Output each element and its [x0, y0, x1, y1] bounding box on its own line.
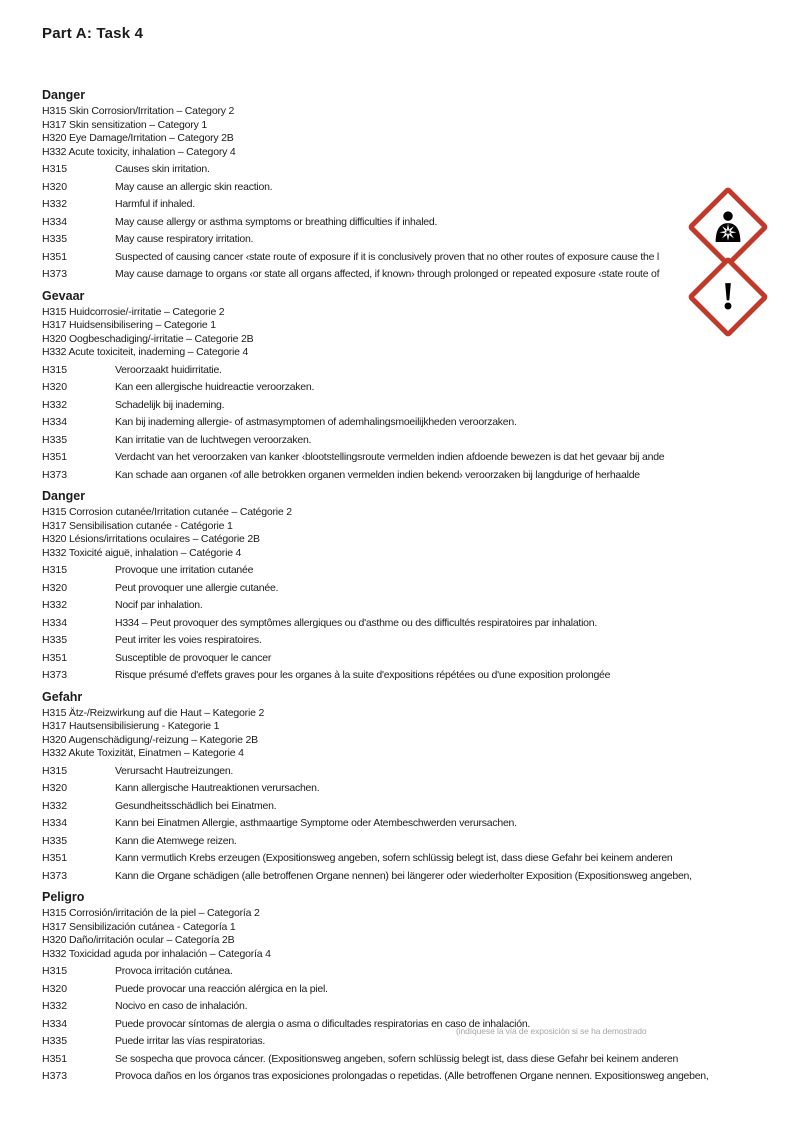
hazard-statement-text: Peut provoquer une allergie cutanée.	[115, 581, 279, 594]
statement-list	[42, 163, 754, 286]
classification-line: H320 Oogbeschadiging/-irritatie – Categorie 2B	[42, 332, 254, 345]
hazard-statement-row	[42, 870, 754, 888]
classification-line: H315 Corrosión/irritación de la piel – Categoría 2	[42, 907, 260, 919]
classification-line: H320 Daño/irritación ocular – Categoría 2B	[42, 934, 235, 946]
hazard-statement-row	[42, 1035, 754, 1053]
hazard-statement-row	[42, 251, 754, 269]
hazard-statement-row	[42, 800, 754, 818]
hazard-statement-text: Susceptible de provoquer le cancer	[115, 651, 272, 664]
hazard-statement-text: Kann allergische Hautreaktionen verursachen.	[115, 782, 320, 794]
hazard-code: H332	[42, 799, 68, 812]
classification-line: H320 Lésions/irritations oculaires – Catégorie 2B	[42, 533, 260, 545]
hazard-statement-text: Causes skin irritation.	[115, 163, 210, 175]
signal-word-heading: Gevaar	[42, 288, 85, 303]
classification-line: H332 Acute toxicity, inhalation – Category 4	[42, 145, 236, 158]
hazard-statement-text: Kan schade aan organen ‹of alle betrokken organen vermelden indien bekend› veroorzaken bij langdurige of herhaalde	[115, 468, 640, 481]
document-content	[42, 0, 754, 1091]
hazard-statement-row	[42, 782, 754, 800]
classification-list	[42, 306, 754, 360]
hazard-statement-text: Nocivo en caso de inhalación.	[115, 1000, 248, 1012]
hazard-code: H315	[42, 764, 68, 777]
classification-line: H332 Toxicidad aguda por inhalación – Categoría 4	[42, 947, 271, 960]
hazard-statement-row	[42, 181, 754, 199]
hazard-statement-row	[42, 852, 754, 870]
hazard-statement-text: Puede provocar una reacción alérgica en la piel.	[115, 982, 328, 995]
classification-line: H317 Skin sensitization – Category 1	[42, 118, 207, 131]
classification-list	[42, 907, 754, 961]
hazard-code: H335	[42, 1035, 68, 1047]
hazard-statement-row	[42, 469, 754, 487]
hazard-code: H320	[42, 581, 68, 594]
classification-line: H315 Skin Corrosion/Irritation – Category 2	[42, 105, 235, 117]
hazard-statement-text: Nocif par inhalation.	[115, 599, 203, 611]
statement-list	[42, 364, 754, 487]
classification-line: H317 Sensibilisation cutanée - Catégorie 1	[42, 519, 233, 532]
hazard-statement-text: Gesundheitsschädlich bei Einatmen.	[115, 799, 277, 812]
hazard-statement-row	[42, 198, 754, 216]
classification-line: H317 Hautsensibilisierung - Kategorie 1	[42, 720, 220, 732]
hazard-statement-text: Kan bij inademing allergie- of astmasymptomen of ademhalingsmoeilijkheden veroorzaken.	[115, 416, 517, 428]
hazard-statement-row	[42, 1018, 754, 1036]
hazard-statement-text: Veroorzaakt huidirritatie.	[115, 363, 222, 376]
hazard-statement-row	[42, 216, 754, 234]
hazard-code: H334	[42, 1017, 68, 1030]
hazard-statement-text: Se sospecha que provoca cáncer. (Expositionsweg angeben, sofern schlüssig belegt ist, dass diese Gefahr bei keinem anderen	[115, 1052, 679, 1065]
hazard-statement-row	[42, 416, 754, 434]
classification-list	[42, 506, 754, 560]
hazard-section-german	[42, 690, 754, 888]
hazard-code: H373	[42, 468, 68, 481]
hazard-code: H320	[42, 782, 68, 794]
classification-line: H332 Akute Toxizität, Einatmen – Kategorie 4	[42, 747, 244, 759]
hazard-statement-text: Kann die Atemwege reizen.	[115, 834, 237, 847]
hazard-statement-row	[42, 1070, 754, 1088]
hazard-code: H315	[42, 564, 68, 576]
hazard-statement-text: Verursacht Hautreizungen.	[115, 764, 234, 777]
hazard-code: H335	[42, 233, 68, 245]
hazard-statement-text: Puede irritar las vías respiratorias.	[115, 1035, 266, 1047]
hazard-statement-text: Schadelijk bij inademing.	[115, 398, 225, 411]
hazard-statement-row	[42, 765, 754, 783]
classification-line: H332 Toxicité aiguë, inhalation – Catégorie 4	[42, 546, 242, 559]
hazard-statement-text: May cause respiratory irritation.	[115, 233, 254, 245]
hazard-statement-text: Kan een allergische huidreactie veroorzaken.	[115, 381, 315, 393]
classification-line: H317 Sensibilización cutánea - Categoría 1	[42, 920, 236, 933]
hazard-code: H320	[42, 982, 68, 995]
hazard-section-french	[42, 489, 754, 687]
hazard-statement-text: May cause damage to organs ‹or state all organs affected, if known› through prolonged or repeated exposure ‹state route of	[115, 268, 660, 280]
hazard-code: H351	[42, 250, 68, 263]
hazard-statement-row	[42, 1053, 754, 1071]
hazard-code: H320	[42, 180, 68, 193]
statement-list	[42, 564, 754, 687]
hazard-statement-text: Kan irritatie van de luchtwegen veroorzaken.	[115, 433, 312, 446]
hazard-section-dutch	[42, 289, 754, 487]
hazard-statement-text: H334 – Peut provoquer des symptômes allergiques ou d'asthme ou des difficultés respiratoires par inhalation.	[115, 616, 598, 629]
hazard-statement-text: Kann vermutlich Krebs erzeugen (Expositionsweg angeben, sofern schlüssig belegt ist, dass diese Gefahr bei keinem anderen	[115, 852, 673, 864]
hazard-statement-row	[42, 599, 754, 617]
hazard-statement-row	[42, 268, 754, 286]
hazard-statement-row	[42, 434, 754, 452]
hazard-statement-row	[42, 364, 754, 382]
hazard-code: H351	[42, 651, 68, 664]
ghs07-symbol	[704, 273, 752, 321]
hazard-statement-text: Puede provocar síntomas de alergia o asma o dificultades respiratorias en caso de inhalación.	[115, 1017, 531, 1030]
signal-word-heading: Danger	[42, 489, 86, 503]
hazard-code: H351	[42, 852, 68, 864]
overlay-text: (indíquese la vía de exposición si se ha demostrado	[456, 1026, 647, 1036]
hazard-section-english	[42, 88, 754, 286]
hazard-statement-row	[42, 1000, 754, 1018]
hazard-code: H335	[42, 634, 68, 646]
signal-word-heading: Gefahr	[42, 689, 83, 704]
hazard-code: H335	[42, 433, 68, 446]
hazard-statement-row	[42, 669, 754, 687]
hazard-code: H334	[42, 817, 68, 829]
hazard-statement-row	[42, 564, 754, 582]
hazard-statement-row	[42, 983, 754, 1001]
hazard-code: H315	[42, 363, 68, 376]
hazard-statement-text: Peut irriter les voies respiratoires.	[115, 634, 262, 646]
hazard-code: H332	[42, 398, 68, 411]
hazard-statement-row	[42, 634, 754, 652]
hazard-code: H334	[42, 416, 68, 428]
classification-line: H315 Ätz-/Reizwirkung auf die Haut – Kategorie 2	[42, 706, 265, 719]
hazard-statement-row	[42, 965, 754, 983]
hazard-code: H373	[42, 268, 68, 280]
page-title: Part A: Task 4	[42, 25, 144, 42]
hazard-statement-text: Kann die Organe schädigen (alle betroffenen Organe nennen) bei längerer oder wiederholter Exposition (Expositionsweg angeben,	[115, 869, 692, 882]
hazard-code: H334	[42, 215, 68, 228]
statement-list	[42, 765, 754, 888]
hazard-statement-text: Provoque une irritation cutanée	[115, 564, 254, 576]
hazard-statement-row	[42, 582, 754, 600]
hazard-code: H335	[42, 834, 68, 847]
classification-line: H320 Augenschädigung/-reizung – Kategorie 2B	[42, 733, 258, 746]
signal-word-heading: Danger	[42, 88, 86, 102]
classification-line: H332 Acute toxiciteit, inademing – Categorie 4	[42, 346, 249, 358]
hazard-code: H373	[42, 1070, 68, 1082]
hazard-statement-text: Harmful if inhaled.	[115, 198, 195, 210]
hazard-code: H332	[42, 1000, 68, 1012]
ghs08-symbol	[704, 203, 752, 251]
hazard-section-spanish	[42, 890, 754, 1088]
classification-line: H315 Corrosion cutanée/Irritation cutanée – Catégorie 2	[42, 506, 292, 518]
hazard-code: H351	[42, 451, 68, 463]
hazard-statement-text: Verdacht van het veroorzaken van kanker ‹blootstellingsroute vermelden indien afdoende bewezen is dat het gevaar bij ande	[115, 451, 665, 463]
hazard-code: H351	[42, 1052, 68, 1065]
hazard-statement-text: Provoca daños en los órganos tras exposiciones prolongadas o repetidas. (Alle betroffenen Organe nennen. Expositionsweg angeben,	[115, 1070, 709, 1082]
hazard-statement-text: Kann bei Einatmen Allergie, asthmaartige Symptome oder Atembeschwerden verursachen.	[115, 817, 517, 829]
hazard-code: H332	[42, 198, 68, 210]
hazard-code: H315	[42, 163, 68, 175]
classification-line: H315 Huidcorrosie/-irritatie – Categorie 2	[42, 305, 225, 318]
hazard-statement-text: May cause an allergic skin reaction.	[115, 180, 273, 193]
hazard-statement-row	[42, 451, 754, 469]
hazard-statement-text: Risque présumé d'effets graves pour les organes à la suite d'expositions répétées ou d'une exposition prolongée	[115, 669, 611, 681]
hazard-statement-row	[42, 617, 754, 635]
hazard-code: H315	[42, 965, 68, 977]
hazard-code: H373	[42, 669, 68, 681]
hazard-statement-row	[42, 381, 754, 399]
hazard-statement-row	[42, 835, 754, 853]
hazard-statement-row	[42, 652, 754, 670]
classification-list	[42, 105, 754, 159]
hazard-statement-row	[42, 233, 754, 251]
signal-word-heading: Peligro	[42, 890, 85, 904]
hazard-statement-text: Provoca irritación cutánea.	[115, 965, 233, 977]
classification-line: H320 Eye Damage/Irritation – Category 2B	[42, 132, 234, 144]
hazard-code: H373	[42, 869, 68, 882]
hazard-statement-text: Suspected of causing cancer ‹state route of exposure if it is conclusively proven that no other routes of exposure cause the l	[115, 250, 659, 263]
hazard-code: H334	[42, 616, 68, 629]
hazard-code: H320	[42, 381, 68, 393]
classification-line: H317 Huidsensibilisering – Categorie 1	[42, 319, 216, 331]
hazard-statement-row	[42, 817, 754, 835]
hazard-statement-text: May cause allergy or asthma symptoms or breathing difficulties if inhaled.	[115, 215, 438, 228]
classification-list	[42, 707, 754, 761]
hazard-statement-row	[42, 399, 754, 417]
hazard-statement-row	[42, 163, 754, 181]
statement-list	[42, 965, 754, 1088]
hazard-code: H332	[42, 599, 68, 611]
